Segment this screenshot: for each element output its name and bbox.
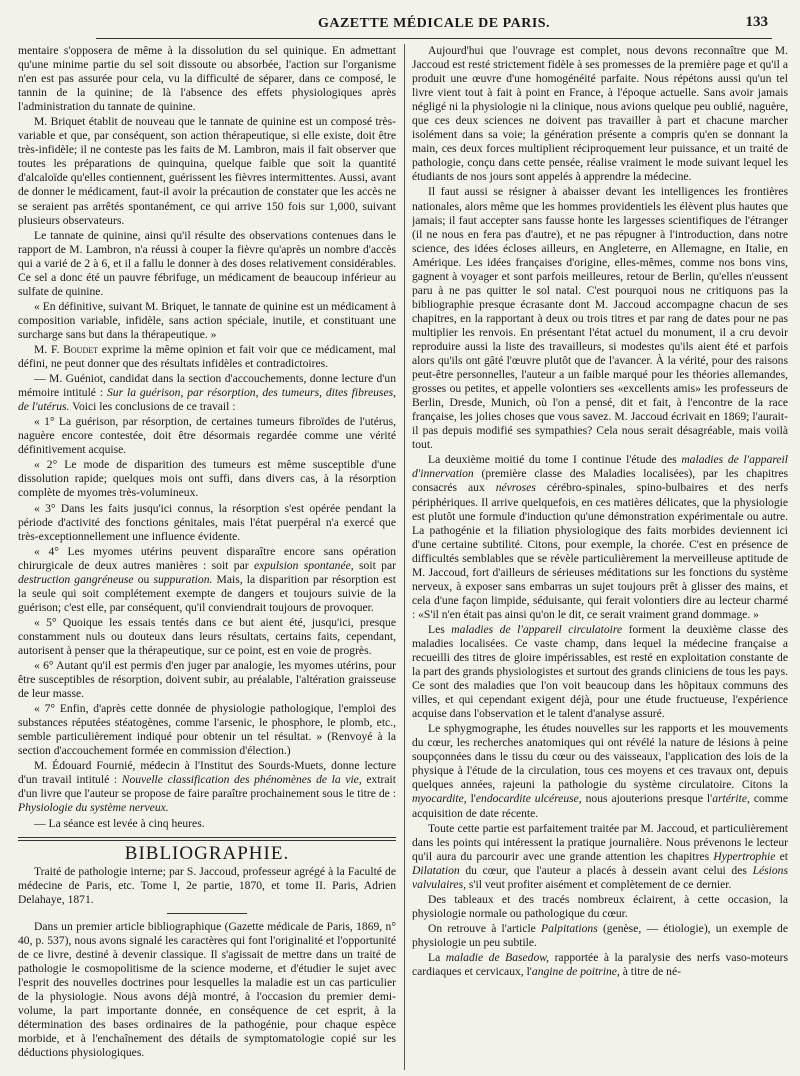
paragraph — [412, 922, 788, 950]
paragraph — [18, 343, 396, 371]
right-column — [412, 44, 788, 1070]
paragraph-text: forment la deuxième classe des maladies localisées. Ce vaste champ, dans lequel la médecine française a recueilli des titres de gloire impérissables, est resté en exploitation constante de la part des grands physiologistes et surtout des grands cliniciens de tous les pays. Ce sont des maladies que l'on voit beaucoup dans les hôpitaux communs des villes, et qui cependant exigent déjà, pour une étude fructueuse, l'expérience acquise dans l'observation et le talent d'analyse assuré. — [412, 622, 788, 721]
paragraph-text: extrait d'un livre que l'auteur se propose de faire paraître prochainement sous le titre de : — [18, 773, 396, 801]
paragraph-text: ou — [133, 572, 154, 586]
paragraph-text: M. Édouard Fournié, médecin à l'Institut des Sourds-Muets, donne lecture d'un travail intitulé : — [18, 759, 396, 787]
paragraph: Aujourd'hui que l'ouvrage est complet, nous devons reconnaître que M. Jaccoud est resté strictement fidèle à ses promesses de la première page et qu'il a produit une œuvre d'une homogénéité parfaite. Nous répétons aussi qu'un tel livre vient tout à fait à point en France, à l'époque actuelle. Sans avoir jamais négligé ni la physiologie ni la clinique, nous avions quelque peu oublié, naguère, que ces deux sciences ne doivent pas travailler à part et chacune marcher isolément dans sa voie; la génération présente a compris qu'en se donnant la main, ces deux forces multiplient réciproquement leur puissance, et un traité de pathologie, conçu dans cette pensée, réalise vraiment le mode suivant lequel les étudiants de nos jours sont appelés à apprendre la médecine. — [412, 44, 788, 184]
paragraph-text: On retrouve à l'article — [428, 921, 542, 935]
conclusion-item: « 1° La guérison, par résorption, de certaines tumeurs fibroïdes de l'utérus, naguère encore contestée, doit être désormais regardée comme une vérité définitivement acquise. — [18, 415, 396, 457]
session-close: — La séance est levée à cinq heures. — [34, 816, 205, 830]
paragraph-text: du cœur, que l'auteur a placés à dessein avant celui des — [459, 863, 753, 877]
paragraph: Des tableaux et des tracés nombreux éclairent, à cette occasion, la physiologie normale ou pathologique du cœur. — [412, 892, 788, 920]
emphasis: Dilatation — [412, 863, 460, 877]
paragraph-text: cérébro-spinales, spino-bulbaires et des nerfs périphériques. Il arrive quelquefois, en ces matières délicates, que la physiologie est plutôt une formule d'induction qu'une démonstration expérimentale ou autre. La pathogénie et la filiation physiologique des faits morbides deviennent ici d'une certaine subtilité. Citons, pour exemple, la chorée. C'est en présence de difficultés semblables que se révèle particulièrement la merveilleuse aptitude de M. Jaccoud, fort d'ailleurs de sérieuses méditations sur les fonctions du système nerveux, à exposer sans embarras un sujet toujours prêt à glisser des mains, et cela d'une façon limpide, séduisante, qui ferait volontiers dire au lecteur charmé : «S'il n'en était pas ainsi qu'on le dit, ce serait vraiment grand dommage. » — [412, 481, 788, 621]
paragraph-text: nous ajouterions presque l' — [581, 792, 713, 806]
paragraph — [18, 372, 396, 414]
paragraph-text: La deuxième moitié du tome I continue l'étude des — [428, 453, 682, 467]
paragraph — [412, 453, 788, 622]
emphasis: artérite, — [712, 792, 750, 806]
page-header — [96, 14, 772, 39]
conclusion-item: « 6° Autant qu'il est permis d'en juger par analogie, les myomes utérins, pour être susceptibles de résorption, doivent subir, au préalable, l'altération graisseuse de leur masse. — [18, 659, 396, 701]
paragraph — [18, 759, 396, 815]
paragraph-text: exprime la même opinion et fait voir que ce médicament, mal défini, ne peut donner que des résultats infidèles et contradictoires. — [18, 342, 396, 371]
paragraph-text: l' — [466, 792, 476, 806]
paragraph — [412, 951, 788, 979]
left-column — [18, 44, 396, 1070]
divider — [167, 913, 247, 914]
paragraph: Le tannate de quinine, ainsi qu'il résulte des observations contenues dans le rapport de M. Lambron, n'a réussi à couper la fièvre qu'après un nombre d'accès qui a varié de 2 à 6, et il a fallu le donner à des doses relativement considérables. Ce sel a donc été un pauvre fébrifuge, un médicament de beaucoup inférieur au sulfate de quinine. — [18, 228, 396, 298]
conclusion-item: « 3° Dans les faits jusqu'ici connus, la résorption s'est opérée pendant la période d'activité des fonctions génitales, mais l'état puerpéral n'a exercé que très-exceptionnellement une influence évidente. — [18, 501, 396, 543]
paragraph-text: Le sphygmographe, les études nouvelles sur les rapports et les mouvements du cœur, les recherches anatomiques qui ont révélé la nature de lésions à peine soupçonnées dans le tissu du cœur ou des vaisseaux, l'application des lois de la physique à l'étude de la circulation, tous ces moyens et ces travaux ont, depuis quelques années, rajeuni la pathologie du système circulatoire. Citons la — [412, 722, 788, 792]
emphasis: Palpitations — [541, 921, 598, 935]
paragraph: « En définitive, suivant M. Briquet, le tannate de quinine est un médicament à composition variable, infidèle, sans action spéciale, inutile, et constituant une surcharge sans but dans la thérapeutique. » — [18, 299, 396, 341]
paragraph-text: Toute cette partie est parfaitement traitée par M. Jaccoud, et particulièrement dans les points qui intéressent la pratique journalière. Nous prévenons le lecteur qu'il aura du parcourir avec une grande attention les chapitres — [412, 821, 788, 863]
section-rule — [18, 837, 396, 838]
column-divider — [404, 44, 405, 1070]
paragraph-text: Mais, la disparition par résorption est la seule qui soit complétement exempte de dangers et toujours suivie de la guérison; c'est elle, par conséquent, qu'il conviendrait toujours de provoquer. — [18, 572, 396, 614]
paragraph: M. Briquet établit de nouveau que le tannate de quinine est un composé très-variable et que, par conséquent, son action thérapeutique, si elle existe, doit être très-infidèle; il ne conteste pas les faits de M. Lambron, mais il fait observer que toutes les préparations de quinquina, quelque faible que soit la quantité d'alcaloïde qu'elles contiennent, guérissent les fièvres intermittentes. Aussi, avant de donner le médicament, faut-il avoir la précaution de constater que les accès ne se seraient pas arrêtés spontanément, ce qui arrive 150 fois sur 1,000, suivant plusieurs observateurs. — [18, 115, 396, 227]
emphasis: maladies de l'appareil circulatoire — [451, 622, 623, 636]
emphasis: maladie de Basedow, — [445, 951, 550, 964]
emphasis: maladies de l'appareil d'innervation — [412, 453, 788, 481]
memoir-title: Sur la guérison, par résorption, des tumeurs, dites fibreuses, de l'utérus. — [18, 386, 396, 414]
paragraph-text: « 4° Les myomes utérins peuvent disparaître encore sans opération chirurgicale de deux autres manières : soit par — [18, 544, 396, 572]
paragraph-text: soit par — [353, 558, 396, 572]
conclusion-item: « 2° Le mode de disparition des tumeurs est même susceptible d'une dissolution rapide; quelques mois ont suffi, dans divers cas, à la résorption complète de myomes très-volumineux. — [18, 458, 396, 500]
bibliography-reference: Traité de pathologie interne; par S. Jaccoud, professeur agrégé à la Faculté de médecine de Paris, etc. Tome I, 2e partie, 1870, et tome II. Paris, Adrien Delahaye, 1871. — [18, 864, 396, 906]
emphasis: expulsion spontanée, — [253, 558, 354, 572]
paragraph-text: rapportée à la paralysie des nerfs vaso-moteurs cardiaques et cervicaux, l' — [412, 951, 788, 979]
section-title: BIBLIOGRAPHIE. — [124, 842, 290, 864]
paragraph: Dans un premier article bibliographique (Gazette médicale de Paris, 1869, n° 40, p. 537), nous avons signalé les caractères qui font l'originalité et l'opportunité de ce livre, destiné à devenir classique. Il s'agissait de mettre dans un traité de pathologie le cosmopolitisme de la science moderne, et d'étudier le sujet avec l'esprit des nouvelles doctrines pour lesquelles la maladie est un cas particulier de la physiologie. Nous avons déjà montré, à l'occasion du premier demi-volume, la part importante donnée, en conséquence de cet esprit, à la détermination des bases ordinaires de la pathogénie, pour chaque espèce morbide, et à l'enchaînement des détails de symptomatologie copié sur les déductions physiologiques. — [18, 919, 396, 1060]
conclusion-item — [18, 545, 396, 615]
paragraph: mentaire s'opposera de même à la dissolution du sel quinique. En admettant qu'une minime partie du sel soit dissoute ou absorbée, l'action sur l'organisme n'en est pas assurée pour cela, vu la difficulté de séparer, dans ce composé, le tannin de la quinine; de là l'absence des effets physiologiques après l'administration du tannate de quinine. — [18, 44, 396, 114]
emphasis: Physiologie du système nerveux. — [18, 801, 169, 815]
paragraph-text: La — [428, 951, 446, 964]
emphasis: destruction gangréneuse — [18, 572, 134, 586]
emphasis: Lésions valvulaires, — [412, 863, 788, 891]
paragraph-text: (genèse, — étiologie), un exemple de physiologie un peu subtile. — [412, 921, 788, 949]
conclusion-item: « 5° Quoique les essais tentés dans ce but aient été, jusqu'ici, presque constamment nuls ou douteux dans leurs résultats, certains faits, cependant, autorisent à penser que la thérapeutique, sur ce point, est en voie de progrès. — [18, 615, 396, 657]
paragraph: Il faut aussi se résigner à abaisser devant les intelligences les frontières nationales, alors même que les hommes providentiels les élèvent plus hautes que jamais; il faut accepter sans fausse honte les largesses scientifiques de l'étranger (il ne nous en fera pas d'autre), et ne pas répugner à l'introduction, dans notre science, des idées écloses ailleurs, en Angleterre, en Allemagne, en Italie, en Amérique. Les idées françaises d'origine, elles-mêmes, comme nos bons vins, gagnent à voyager et sont parfois meilleures, retour de Berlin, qu'elles n'eussent paru à ne pas quitter le sol natal. C'est pourquoi nous ne critiquons pas la bibliographie presque écrasante dont M. Jaccoud accompagne chacun de ses chapitres, en la rapportant à deux ou trois titres et par rang de dates pour ne pas multiplier les renvois. En présentant l'état actuel du monument, il a cru devoir reproduire aussi la liste des travailleurs, si modestes qu'ils aient été et parfois alors qu'ils ont gâté l'œuvre plutôt que de l'avancer. À la vérité, pour des raisons peut-être personnelles, l'auteur a un faible marqué pour les théories allemandes, grosses ou petites, et appelle volontiers ses «excellents amis» les professeurs de Berlin, Dresde, Munich, où l'on a pensé, dit et fait, à l'encontre de la race française, les jolies choses que vous savez. M. Jaccoud écrivait en 1869; l'aurait-il pas depuis modifié ses sympathies? Cela nous serait désagréable, mais voilà tout. — [412, 185, 788, 452]
speaker-name: M. F. Boudet — [34, 342, 98, 356]
paragraph-text: Les — [428, 622, 452, 636]
page-number: 133 — [745, 14, 768, 30]
paragraph — [412, 822, 788, 892]
paragraph-text: et — [775, 849, 788, 863]
paragraph-text: comme acquisition de date récente. — [412, 792, 788, 820]
emphasis: suppuration. — [153, 572, 213, 586]
emphasis: angine de poitrine, — [531, 965, 620, 979]
paragraph-text: (première classe des Maladies localisées), par les chapitres consacrés aux — [412, 467, 788, 495]
section-rule — [18, 840, 396, 841]
emphasis: Hypertrophie — [713, 849, 776, 863]
running-title: GAZETTE MÉDICALE DE PARIS. — [317, 16, 551, 31]
paragraph-text: à titre de né- — [619, 965, 681, 979]
emphasis: Nouvelle classification des phénomènes de la vie, — [121, 773, 362, 787]
emphasis: endocardite ulcéreuse, — [475, 792, 582, 806]
emphasis: myocardite, — [412, 792, 467, 806]
emphasis: névroses — [495, 481, 536, 495]
paragraph-text: s'il veut profiter aisément et complètement de ce dernier. — [465, 877, 732, 891]
paragraph-text: — M. Guéniot, candidat dans la section d'accouchements, donne lecture d'un mémoire intitulé : — [18, 372, 396, 400]
conclusion-item: « 7° Enfin, d'après cette donnée de physiologie pathologique, l'emploi des substances réputées stéatogènes, comme l'arsenic, le phosphore, le plomb, etc., semble particulièrement indiqué pour obtenir un tel résultat. » (Renvoyé à la section d'accouchement formée en commission d'élection.) — [18, 702, 396, 758]
paragraph — [412, 623, 788, 721]
paragraph-text: Voici les conclusions de ce travail : — [69, 400, 236, 414]
paragraph — [412, 722, 788, 820]
